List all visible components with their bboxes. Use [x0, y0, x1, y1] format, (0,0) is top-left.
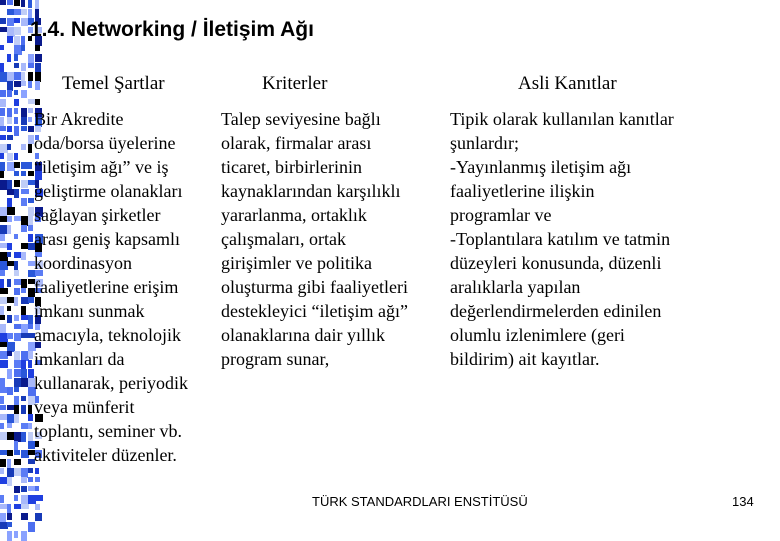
mosaic-tile: [28, 234, 33, 242]
mosaic-tile: [0, 423, 4, 429]
mosaic-tile: [7, 477, 12, 486]
mosaic-tile: [28, 72, 33, 81]
mosaic-tile: [35, 486, 39, 491]
mosaic-tile: [0, 99, 6, 107]
footer-organization: TÜRK STANDARDLARI ENSTİTÜSÜ: [312, 494, 528, 509]
mosaic-tile: [7, 459, 11, 468]
mosaic-tile: [14, 324, 21, 329]
mosaic-tile: [7, 189, 14, 195]
mosaic-tile: [21, 126, 27, 131]
mosaic-tile: [28, 468, 33, 473]
mosaic-tile: [35, 81, 40, 90]
mosaic-tile: [14, 450, 20, 455]
mosaic-tile: [14, 63, 19, 68]
text-line: oda/borsa üyelerine: [34, 133, 176, 153]
text-line: programlar ve: [450, 205, 552, 225]
text-line: “iletişim ağı” ve iş: [34, 157, 169, 177]
mosaic-tile: [7, 315, 12, 323]
mosaic-tile: [7, 18, 14, 26]
mosaic-tile: [35, 495, 43, 501]
mosaic-tile: [7, 405, 14, 410]
mosaic-tile: [28, 351, 33, 359]
mosaic-tile: [28, 432, 33, 441]
mosaic-tile: [14, 153, 18, 160]
mosaic-tile: [14, 288, 20, 295]
mosaic-tile: [7, 306, 11, 311]
mosaic-tile: [14, 126, 19, 136]
mosaic-tile: [0, 135, 6, 140]
mosaic-tile: [35, 45, 40, 51]
mosaic-tile: [0, 0, 6, 5]
text-line: kullanarak, periyodik: [34, 373, 188, 393]
mosaic-tile: [0, 414, 7, 420]
mosaic-tile: [14, 378, 21, 387]
text-line: düzeyleri konusunda, düzenli: [450, 253, 662, 273]
mosaic-tile: [7, 54, 11, 62]
mosaic-tile: [0, 243, 7, 248]
mosaic-tile: [21, 396, 26, 401]
mosaic-tile: [0, 504, 7, 509]
mosaic-tile: [21, 315, 28, 320]
mosaic-tile: [0, 117, 4, 126]
mosaic-tile: [0, 126, 6, 131]
mosaic-tile: [7, 225, 11, 234]
mosaic-tile: [7, 450, 13, 456]
mosaic-tile: [0, 459, 6, 467]
mosaic-tile: [28, 423, 32, 429]
mosaic-tile: [14, 81, 21, 87]
column-header-temel-sartlar: Temel Şartlar: [62, 73, 165, 94]
column-header-kriterler: Kriterler: [262, 73, 328, 94]
mosaic-tile: [21, 45, 25, 51]
mosaic-tile: [14, 486, 20, 493]
text-line: girişimler ve politika: [221, 253, 372, 273]
mosaic-tile: [0, 153, 4, 159]
text-line: Bir Akredite: [34, 109, 124, 129]
mosaic-tile: [14, 0, 20, 6]
mosaic-tile: [35, 513, 42, 521]
mosaic-tile: [0, 234, 5, 241]
mosaic-tile: [14, 234, 18, 239]
mosaic-tile: [14, 495, 18, 501]
mosaic-tile: [28, 0, 32, 8]
mosaic-tile: [7, 117, 12, 124]
mosaic-tile: [0, 279, 4, 288]
mosaic-tile: [14, 387, 19, 392]
mosaic-tile: [14, 108, 18, 114]
mosaic-tile: [0, 378, 5, 387]
mosaic-tile: [14, 270, 19, 276]
mosaic-tile: [21, 117, 27, 125]
mosaic-tile: [14, 27, 21, 35]
mosaic-tile: [14, 459, 21, 465]
text-line: faaliyetlerine ilişkin: [450, 181, 595, 201]
mosaic-tile: [7, 513, 12, 520]
mosaic-tile: [35, 468, 39, 474]
mosaic-tile: [0, 297, 7, 304]
mosaic-tile: [0, 342, 7, 347]
mosaic-tile: [7, 135, 13, 140]
column-asli-kanitlar: [450, 107, 674, 371]
mosaic-tile: [21, 288, 26, 293]
mosaic-tile: [7, 369, 12, 379]
mosaic-tile: [21, 513, 28, 520]
text-line: sağlayan şirketler: [34, 205, 161, 225]
text-line: imkanları da: [34, 349, 125, 369]
mosaic-tile: [28, 54, 34, 63]
mosaic-tile: [14, 297, 18, 306]
mosaic-tile: [0, 27, 7, 32]
mosaic-tile: [14, 90, 18, 95]
mosaic-tile: [0, 387, 7, 393]
mosaic-tile: [0, 315, 5, 320]
mosaic-tile: [21, 252, 26, 260]
mosaic-tile: [0, 270, 5, 276]
text-line: imkanı sunmak: [34, 301, 145, 321]
mosaic-tile: [0, 495, 4, 503]
mosaic-tile: [7, 126, 12, 132]
mosaic-tile: [14, 18, 20, 23]
mosaic-tile: [28, 414, 33, 421]
mosaic-tile: [28, 9, 32, 18]
text-line: Talep seviyesine bağlı: [221, 109, 381, 129]
mosaic-tile: [7, 468, 14, 477]
text-line: aktiviteler düzenler.: [34, 445, 177, 465]
mosaic-tile: [28, 144, 32, 153]
mosaic-tile: [0, 288, 8, 294]
text-line: program sunar,: [221, 349, 330, 369]
mosaic-tile: [0, 18, 6, 24]
mosaic-tile: [7, 72, 14, 81]
mosaic-tile: [14, 189, 19, 198]
text-line: olarak, firmalar arası: [221, 133, 372, 153]
mosaic-tile: [7, 333, 13, 339]
mosaic-tile: [14, 333, 21, 341]
mosaic-tile: [0, 108, 5, 116]
mosaic-tile: [28, 360, 32, 368]
mosaic-tile: [35, 477, 40, 482]
text-line: Tipik olarak kullanılan kanıtlar: [450, 109, 674, 129]
mosaic-tile: [0, 171, 4, 178]
mosaic-tile: [7, 387, 13, 395]
text-line: -Yayınlanmış iletişim ağı: [450, 157, 632, 177]
mosaic-tile: [21, 477, 27, 483]
text-line: bildirim) ait kayıtlar.: [450, 349, 600, 369]
mosaic-tile: [7, 216, 12, 222]
mosaic-tile: [21, 198, 27, 206]
mosaic-tile: [0, 396, 4, 404]
text-line: koordinasyon: [34, 253, 132, 273]
text-line: kaynaklarından karşılıklı: [221, 181, 401, 201]
mosaic-tile: [14, 9, 21, 15]
mosaic-tile: [28, 522, 35, 532]
mosaic-tile: [21, 63, 26, 71]
mosaic-tile: [0, 162, 5, 171]
mosaic-tile: [21, 81, 26, 86]
column-temel-sartlar: [34, 107, 188, 467]
text-line: arası geniş kapsamlı: [34, 229, 180, 249]
mosaic-tile: [14, 162, 20, 168]
mosaic-tile: [21, 225, 27, 232]
mosaic-tile: [14, 414, 19, 423]
text-line: aralıklarla yapılan: [450, 277, 581, 297]
text-line: geliştirme olanakları: [34, 181, 183, 201]
text-line: olanaklarına dair yıllık: [221, 325, 385, 345]
column-header-asli-kanitlar: Asli Kanıtlar: [518, 73, 617, 94]
mosaic-tile: [21, 9, 27, 15]
mosaic-tile: [0, 450, 7, 455]
mosaic-tile: [7, 423, 12, 428]
mosaic-tile: [35, 99, 40, 105]
mosaic-tile: [0, 207, 7, 216]
mosaic-tile: [14, 117, 18, 124]
text-line: değerlendirmelerden edinilen: [450, 301, 662, 321]
mosaic-tile: [28, 108, 33, 113]
mosaic-tile: [28, 63, 34, 68]
text-line: çalışmaları, ortak: [221, 229, 346, 249]
text-line: olumlu izlenimlere (geri: [450, 325, 625, 345]
mosaic-tile: [7, 0, 13, 5]
mosaic-tile: [0, 180, 7, 190]
mosaic-tile: [7, 522, 12, 527]
mosaic-tile: [21, 18, 28, 26]
mosaic-tile: [35, 54, 42, 62]
mosaic-tile: [7, 90, 12, 97]
mosaic-tile: [21, 180, 28, 188]
mosaic-tile: [21, 279, 27, 288]
mosaic-tile: [0, 513, 6, 522]
text-line: destekleyici “iletişim ağı”: [221, 301, 408, 321]
mosaic-tile: [14, 171, 19, 176]
mosaic-tile: [14, 54, 18, 61]
text-line: ticaret, birbirlerinin: [221, 157, 362, 177]
mosaic-tile: [14, 531, 18, 538]
mosaic-tile: [7, 351, 12, 356]
mosaic-tile: [0, 360, 8, 368]
mosaic-tile: [28, 486, 35, 491]
mosaic-tile: [21, 504, 29, 509]
mosaic-tile: [14, 261, 18, 270]
text-line: faaliyetlerine erişim: [34, 277, 179, 297]
column-kriterler: [221, 107, 408, 371]
text-line: şunlardır;: [450, 133, 519, 153]
mosaic-tile: [0, 216, 7, 222]
mosaic-tile: [7, 261, 14, 266]
page-title: 1.4. Networking / İletişim Ağı: [30, 18, 314, 41]
mosaic-tile: [21, 405, 26, 414]
mosaic-tile: [21, 432, 26, 442]
page-number: 134: [732, 494, 754, 509]
mosaic-tile: [14, 351, 20, 360]
mosaic-tile: [7, 243, 12, 250]
text-line: -Toplantılara katılım ve tatmin: [450, 229, 671, 249]
text-line: amacıyla, teknolojik: [34, 325, 181, 345]
mosaic-tile: [21, 0, 25, 7]
mosaic-tile: [0, 45, 4, 50]
mosaic-tile: [0, 405, 6, 410]
mosaic-tile: [21, 162, 28, 169]
mosaic-tile: [0, 306, 4, 315]
mosaic-tile: [14, 315, 19, 321]
mosaic-tile: [14, 180, 20, 187]
mosaic-tile: [21, 171, 26, 176]
text-line: yararlanma, ortaklık: [221, 205, 367, 225]
mosaic-tile: [14, 360, 21, 368]
mosaic-tile: [14, 504, 21, 509]
mosaic-tile: [28, 477, 33, 482]
mosaic-tile: [28, 117, 32, 122]
mosaic-tile: [21, 144, 26, 150]
mosaic-tile: [21, 243, 28, 249]
mosaic-tile: [28, 324, 33, 329]
mosaic-tile: [21, 189, 29, 194]
mosaic-tile: [28, 162, 32, 169]
mosaic-tile: [7, 144, 11, 150]
mosaic-tile: [21, 486, 27, 492]
text-line: oluşturma gibi faaliyetleri: [221, 277, 408, 297]
mosaic-tile: [0, 468, 4, 474]
mosaic-tile: [21, 36, 25, 45]
mosaic-tile: [21, 90, 27, 98]
mosaic-tile: [7, 153, 13, 161]
mosaic-tile: [0, 90, 6, 97]
mosaic-tile: [28, 216, 33, 225]
mosaic-tile: [7, 279, 11, 287]
mosaic-tile: [28, 81, 32, 88]
mosaic-tile: [28, 405, 32, 414]
mosaic-tile: [7, 36, 13, 43]
mosaic-tile: [28, 225, 33, 231]
text-line: toplantı, seminer vb.: [34, 421, 182, 441]
mosaic-tile: [7, 252, 11, 257]
mosaic-tile: [14, 99, 19, 106]
mosaic-tile: [7, 207, 15, 215]
mosaic-tile: [35, 504, 40, 510]
text-line: veya münferit: [34, 397, 135, 417]
